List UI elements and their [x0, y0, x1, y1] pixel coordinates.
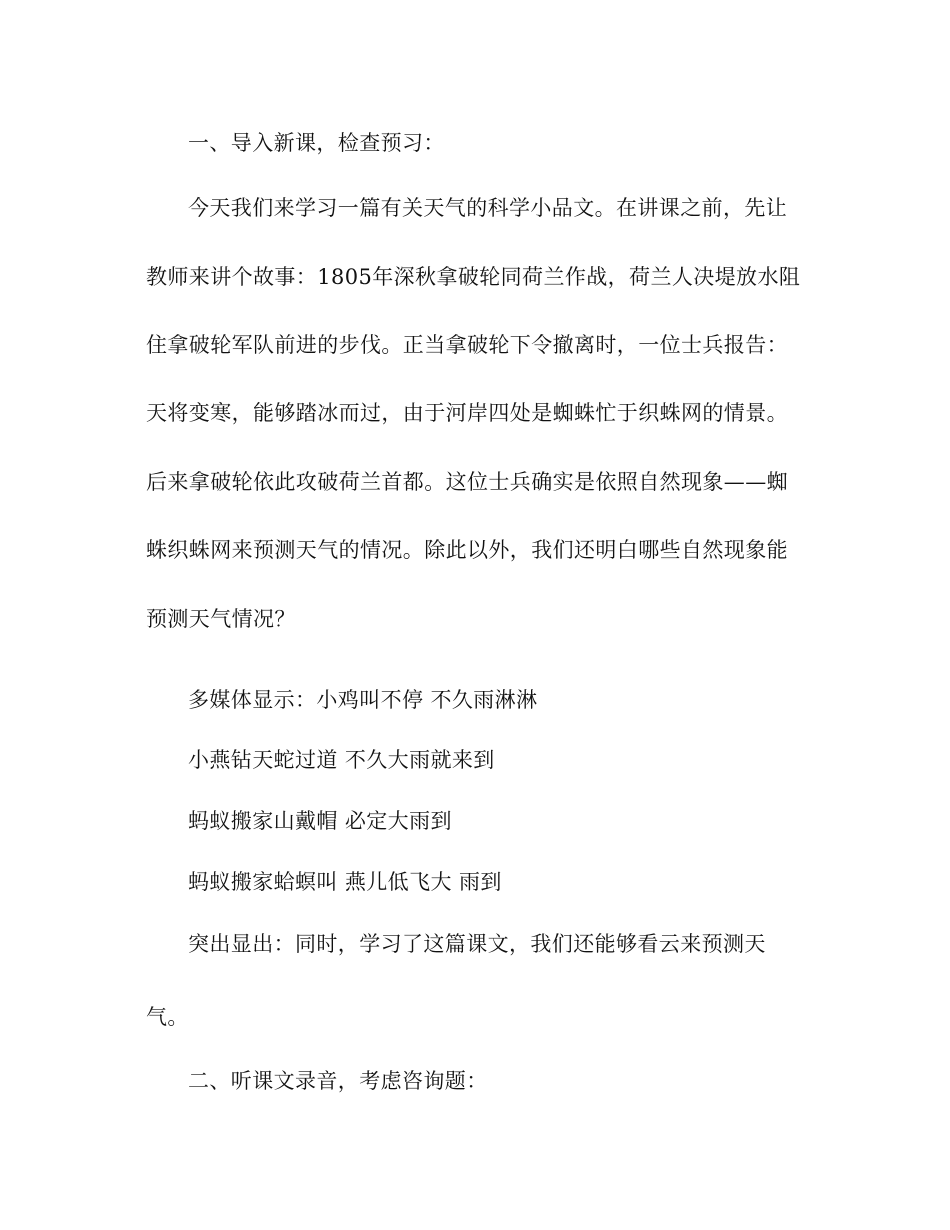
paragraph-line: 教师来讲个故事：1805年深秋拿破轮同荷兰作战，荷兰人决堤放水阻 [146, 265, 801, 289]
paragraph-line: 今天我们来学习一篇有关天气的科学小品文。在讲课之前，先让 [188, 196, 788, 220]
paragraph-line: 蛛织蛛网来预测天气的情况。除此以外，我们还明白哪些自然现象能 [146, 538, 788, 562]
section-heading-intro: 一、导入新课，检查预习： [188, 131, 445, 155]
paragraph-line: 天将变寒，能够踏冰而过，由于河岸四处是蜘蛛忙于织蛛网的情景。 [146, 401, 788, 425]
proverb-line: 蚂蚁搬家山戴帽 必定大雨到 [188, 809, 452, 833]
paragraph-line: 后来拿破轮依此攻破荷兰首都。这位士兵确实是依照自然现象——蜘 [146, 470, 788, 494]
paragraph-line: 气。 [146, 1005, 189, 1029]
paragraph-line: 住拿破轮军队前进的步伐。正当拿破轮下令撤离时，一位士兵报告： [146, 333, 788, 357]
proverb-line: 小燕钻天蛇过道 不久大雨就来到 [188, 748, 495, 772]
paragraph-line: 预测天气情况？ [146, 607, 296, 631]
multimedia-line: 多媒体显示：小鸡叫不停 不久雨淋淋 [188, 688, 538, 712]
proverb-line: 蚂蚁搬家蛤螟叫 燕儿低飞大 雨到 [188, 870, 502, 894]
section-heading-listen: 二、听课文录音，考虑咨询题： [188, 1069, 488, 1093]
paragraph-line: 突出显出：同时，学习了这篇课文，我们还能够看云来预测天 [188, 932, 766, 956]
